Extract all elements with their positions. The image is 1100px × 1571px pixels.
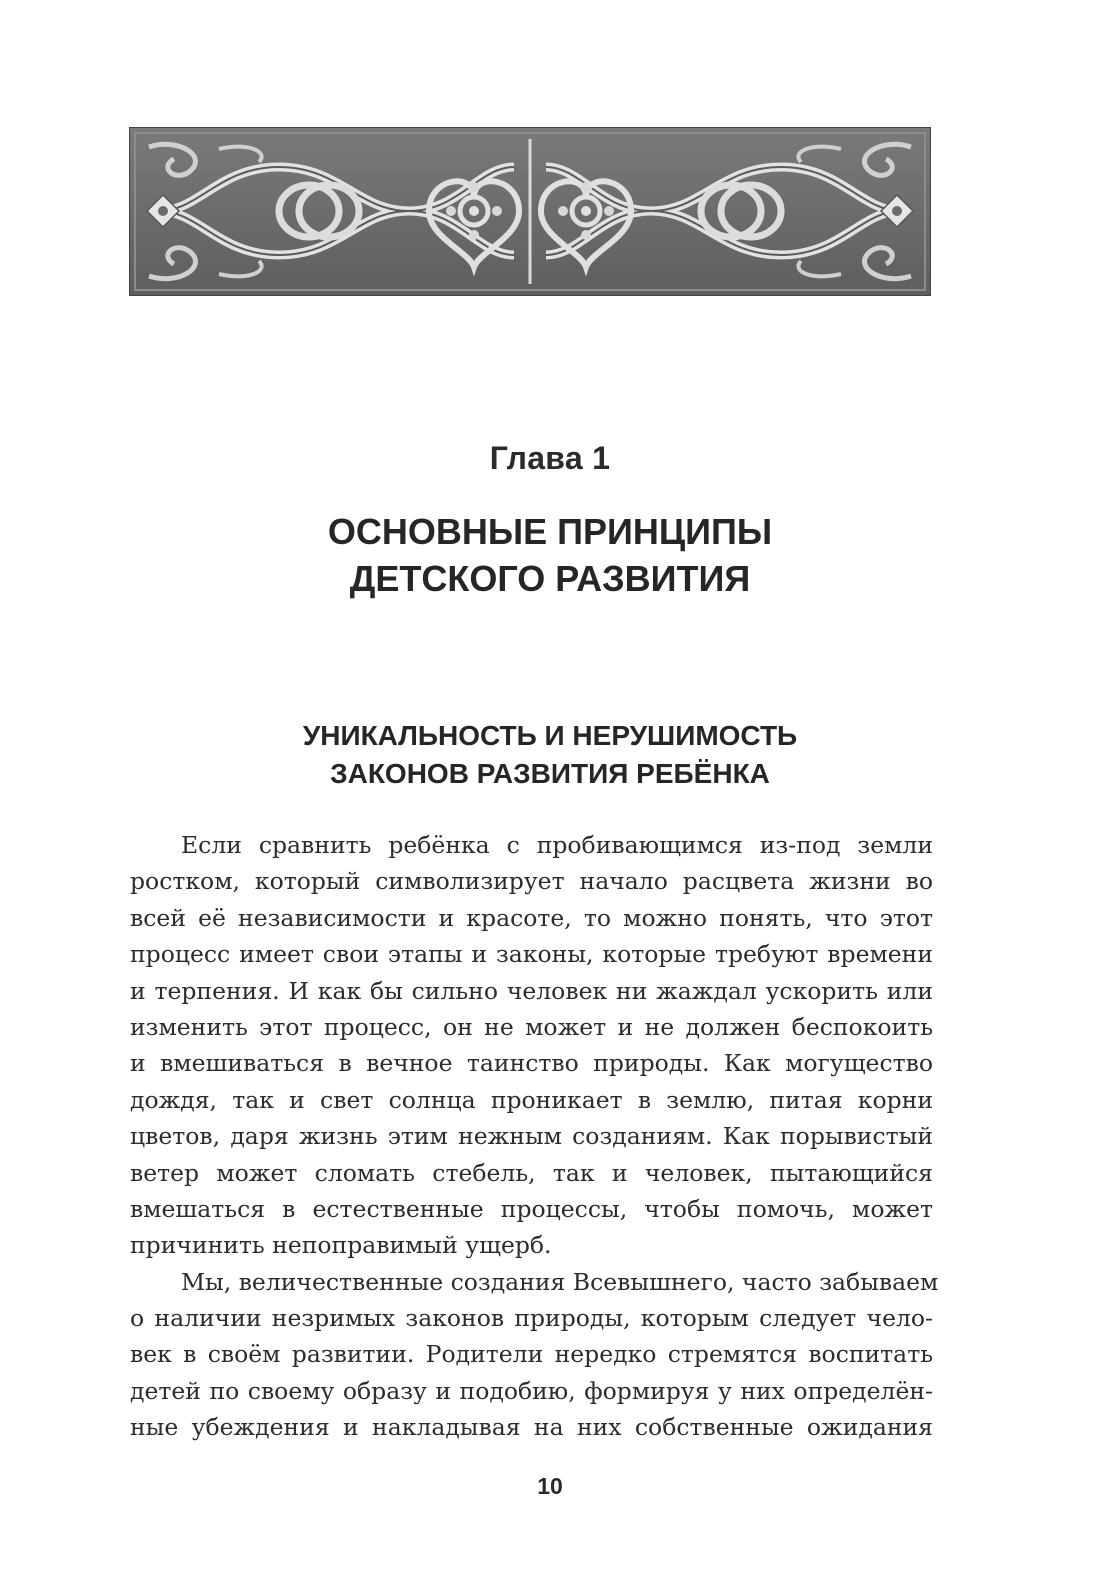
- chapter-label: Глава 1: [489, 440, 611, 476]
- section-title-line: УНИКАЛЬНОСТЬ И НЕРУШИМОСТЬ: [302, 720, 798, 751]
- body-line: ветер может сломать стебель, так и человек, пытающийся: [130, 1158, 933, 1187]
- body-line: вмешаться в естественные процессы, чтобы помочь, может: [130, 1194, 933, 1223]
- body-line: детей по своему образу и подобию, формируя у них определён-: [130, 1376, 933, 1405]
- body-line: ростком, который символизирует начало расцвета жизни во: [130, 867, 933, 896]
- body-line: ные убеждения и накладывая на них собственные ожидания: [130, 1413, 933, 1442]
- section-title-line: ЗАКОНОВ РАЗВИТИЯ РЕБЁНКА: [330, 758, 770, 789]
- section-title: [0, 717, 1100, 793]
- chapter-title: [0, 508, 1100, 602]
- chapter-title-line: ОСНОВНЫЕ ПРИНЦИПЫ: [327, 511, 773, 552]
- ornamental-header-icon: [129, 127, 931, 296]
- body-line: всей её независимости и красоте, то можно понять, что этот: [130, 903, 933, 932]
- page-number: 10: [537, 1473, 563, 1499]
- body-text: [130, 827, 939, 1446]
- body-line: дождя, так и свет солнца проникает в землю, питая корни: [130, 1085, 933, 1114]
- body-line: о наличии незримых законов природы, которым следует чело-: [130, 1304, 933, 1333]
- body-line: изменить этот процесс, он не может и не должен беспокоить: [130, 1012, 933, 1041]
- body-line: процесс имеет свои этапы и законы, которые требуют времени: [130, 940, 933, 969]
- body-line: причинить непоправимый ущерб.: [130, 1231, 552, 1260]
- body-line: Мы, величественные создания Всевышнего, часто забываем: [181, 1267, 939, 1296]
- body-line: и вмешиваться в вечное таинство природы. Как могущество: [130, 1049, 933, 1078]
- body-line: цветов, даря жизнь этим нежным созданиям. Как порывистый: [130, 1122, 933, 1151]
- body-line: и терпения. И как бы сильно человек ни жаждал ускорить или: [130, 976, 933, 1005]
- body-line: век в своём развитии. Родители нередко стремятся воспитать: [130, 1340, 933, 1369]
- body-line: Если сравнить ребёнка с пробивающимся из-под земли: [181, 831, 933, 859]
- chapter-title-line: ДЕТСКОГО РАЗВИТИЯ: [349, 558, 751, 599]
